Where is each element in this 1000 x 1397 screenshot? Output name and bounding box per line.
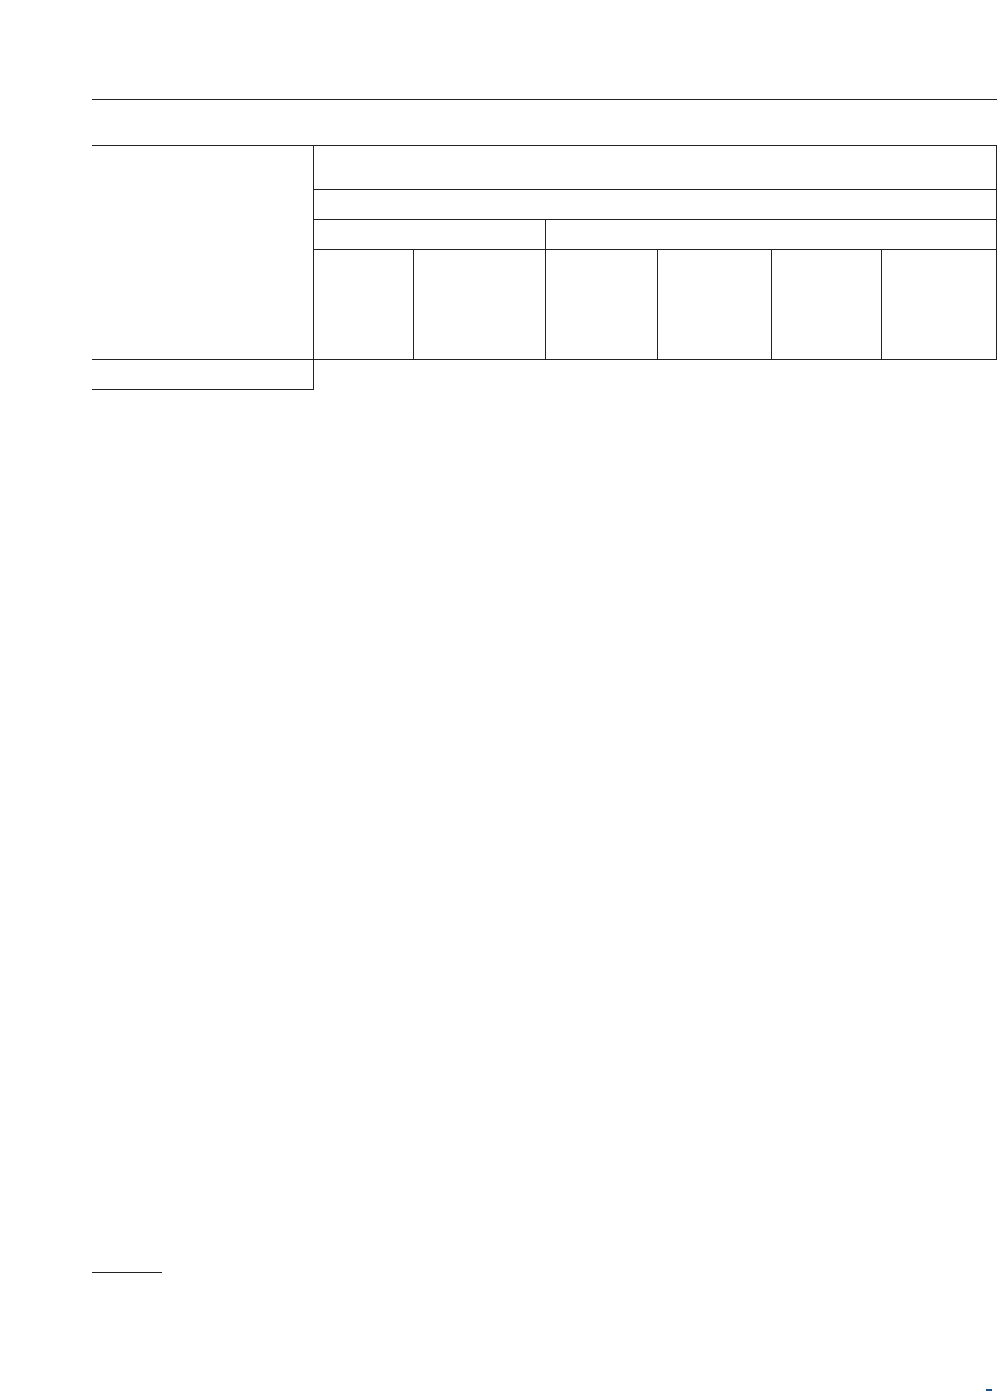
header-todesfaelle: [546, 220, 997, 250]
header-kosten-heilverfahren: [313, 250, 414, 360]
page-header: [100, 72, 188, 94]
dfg-logo: [986, 1389, 992, 1391]
header-renten-kinder: [881, 250, 996, 360]
data-table-container: [92, 145, 997, 410]
header-abfindungen: [772, 250, 882, 360]
header-rule: [92, 99, 997, 100]
header-blank: [92, 360, 313, 390]
header-renten-verletzte: [414, 250, 546, 360]
expenditure-table: [92, 145, 997, 410]
header-entschaedigungs: [313, 190, 996, 220]
credit-line: [982, 1389, 992, 1391]
header-ausgaben: [313, 146, 996, 190]
header-renten-witwen: [658, 250, 772, 360]
header-beerdigungskosten: [546, 250, 658, 360]
header-erwerbsunfaehigkeit: [313, 220, 545, 250]
header-berufsgenossenschaften: [92, 146, 313, 360]
footnote-rule: [92, 1272, 162, 1273]
